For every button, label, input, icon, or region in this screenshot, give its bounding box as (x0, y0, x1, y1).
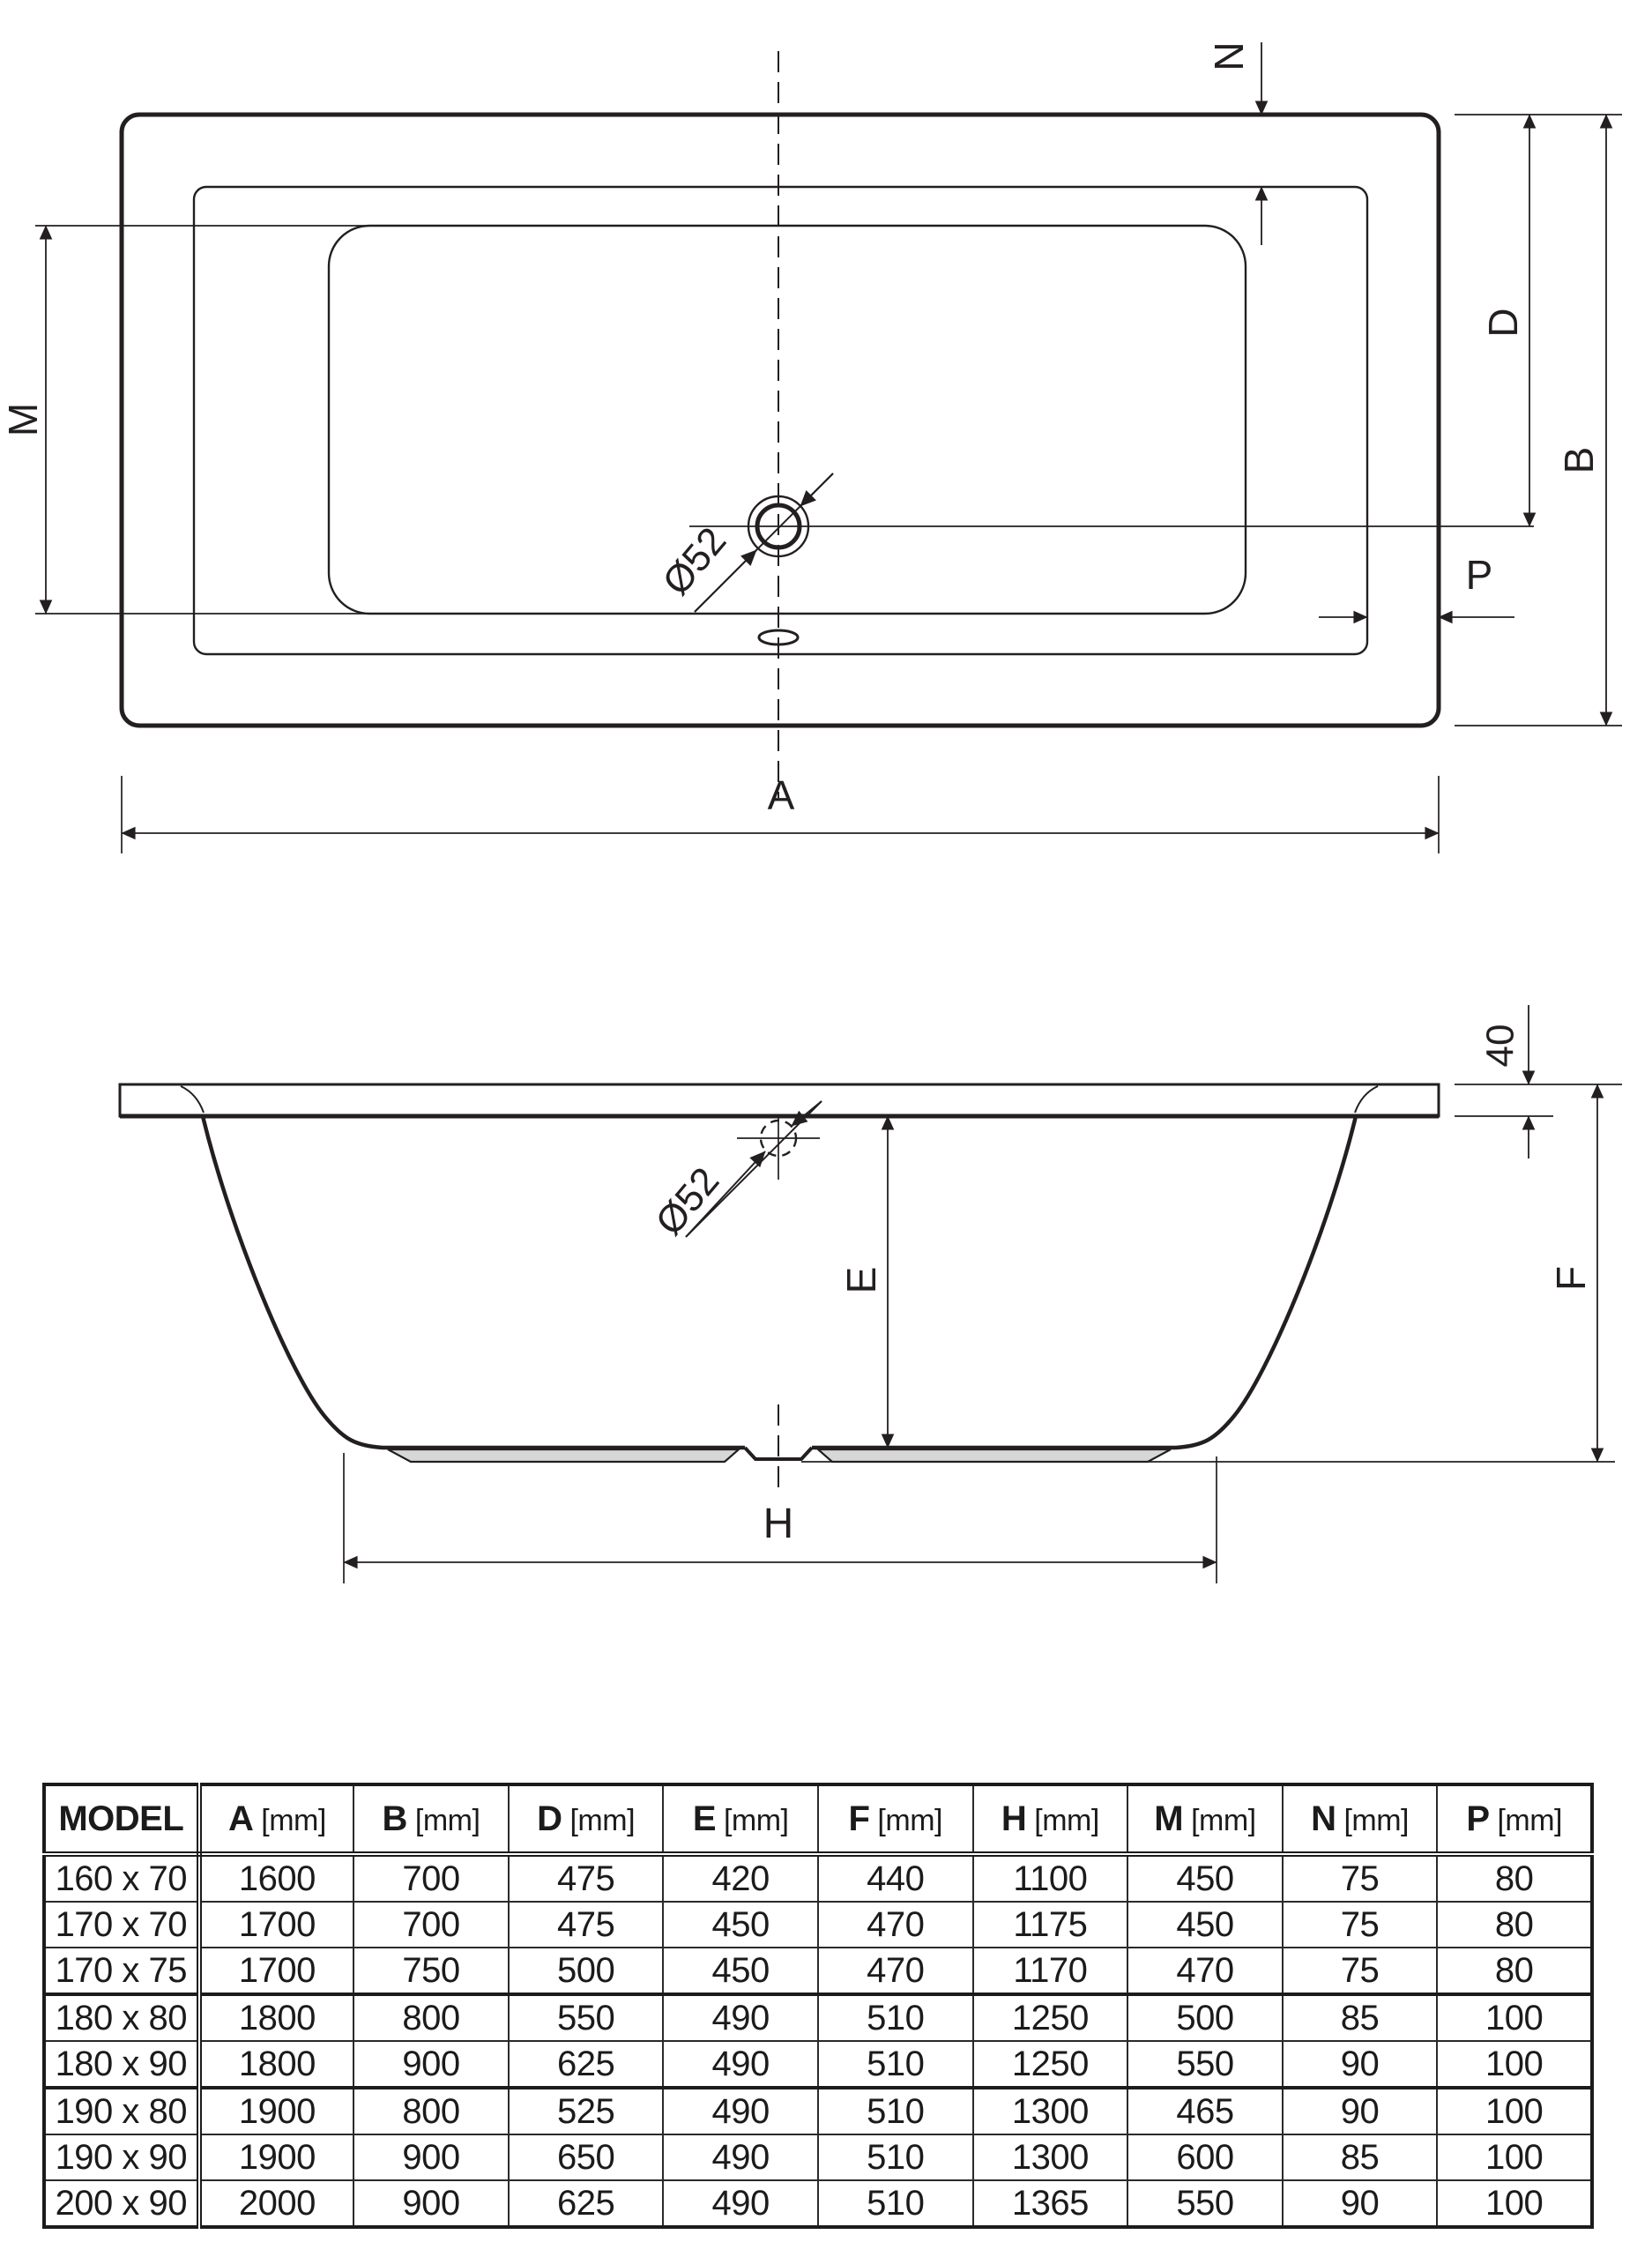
rim-inner-edge (194, 187, 1367, 654)
value-cell: 100 (1437, 2180, 1592, 2227)
value-cell: 475 (509, 1902, 664, 1948)
label-f: F (1548, 1265, 1595, 1292)
value-cell: 550 (1127, 2041, 1283, 2088)
value-cell: 75 (1283, 1854, 1438, 1902)
tub-outer-edge (122, 115, 1439, 726)
value-cell: 900 (353, 2180, 509, 2227)
model-cell: 190 x 80 (44, 2088, 199, 2134)
value-cell: 490 (663, 2134, 818, 2180)
value-cell: 100 (1437, 2134, 1592, 2180)
label-40: 40 (1478, 1024, 1522, 1068)
value-cell: 650 (509, 2134, 664, 2180)
rim-band (120, 1084, 1439, 1116)
model-cell: 180 x 90 (44, 2041, 199, 2088)
label-e: E (838, 1266, 885, 1294)
column-header-f: F [mm] (818, 1784, 973, 1854)
table-row (44, 1854, 1592, 1902)
table-row (44, 2180, 1592, 2227)
value-cell: 1175 (973, 1902, 1128, 1948)
value-cell: 490 (663, 1994, 818, 2041)
value-cell: 1700 (199, 1902, 354, 1948)
value-cell: 465 (1127, 2088, 1283, 2134)
side-view (120, 1005, 1622, 1583)
value-cell: 550 (509, 1994, 664, 2041)
value-cell: 85 (1283, 1994, 1438, 2041)
table-header-row (44, 1784, 1592, 1854)
value-cell: 900 (353, 2041, 509, 2088)
column-header-h: H [mm] (973, 1784, 1128, 1854)
value-cell: 900 (353, 2134, 509, 2180)
value-cell: 90 (1283, 2041, 1438, 2088)
value-cell: 85 (1283, 2134, 1438, 2180)
table-body (44, 1854, 1592, 2227)
tub-wall-left (203, 1116, 745, 1448)
value-cell: 450 (1127, 1854, 1283, 1902)
table-row (44, 1902, 1592, 1948)
value-cell: 1800 (199, 1994, 354, 2041)
value-cell: 510 (818, 2088, 973, 2134)
table-row (44, 2041, 1592, 2088)
value-cell: 1250 (973, 1994, 1128, 2041)
value-cell: 600 (1127, 2134, 1283, 2180)
model-cell: 170 x 75 (44, 1948, 199, 1994)
value-cell: 490 (663, 2180, 818, 2227)
rim-roll-right (1355, 1086, 1378, 1113)
model-cell: 190 x 90 (44, 2134, 199, 2180)
label-m: M (0, 402, 47, 437)
value-cell: 1900 (199, 2088, 354, 2134)
model-cell: 200 x 90 (44, 2180, 199, 2227)
label-p: P (1465, 552, 1493, 598)
value-cell: 450 (1127, 1902, 1283, 1948)
label-h: H (763, 1501, 794, 1547)
value-cell: 75 (1283, 1948, 1438, 1994)
drain-diameter-label-side: Ø52 (647, 1159, 728, 1244)
value-cell: 1100 (973, 1854, 1128, 1902)
value-cell: 450 (663, 1902, 818, 1948)
value-cell: 80 (1437, 1948, 1592, 1994)
value-cell: 490 (663, 2041, 818, 2088)
label-b: B (1556, 446, 1603, 474)
value-cell: 700 (353, 1902, 509, 1948)
value-cell: 420 (663, 1854, 818, 1902)
value-cell: 1800 (199, 2041, 354, 2088)
value-cell: 470 (1127, 1948, 1283, 1994)
value-cell: 510 (818, 2041, 973, 2088)
value-cell: 470 (818, 1902, 973, 1948)
value-cell: 750 (353, 1948, 509, 1994)
value-cell: 800 (353, 2088, 509, 2134)
value-cell: 90 (1283, 2180, 1438, 2227)
column-header-d: D [mm] (509, 1784, 664, 1854)
value-cell: 100 (1437, 2088, 1592, 2134)
value-cell: 700 (353, 1854, 509, 1902)
value-cell: 75 (1283, 1902, 1438, 1948)
column-header-n: N [mm] (1283, 1784, 1438, 1854)
model-cell: 160 x 70 (44, 1854, 199, 1902)
value-cell: 510 (818, 1994, 973, 2041)
value-cell: 1700 (199, 1948, 354, 1994)
value-cell: 510 (818, 2134, 973, 2180)
value-cell: 475 (509, 1854, 664, 1902)
value-cell: 525 (509, 2088, 664, 2134)
value-cell: 450 (663, 1948, 818, 1994)
value-cell: 440 (818, 1854, 973, 1902)
foot-pad-left (388, 1449, 739, 1462)
top-view (0, 41, 1622, 853)
rim-roll-left (181, 1086, 204, 1113)
column-header-p: P [mm] (1437, 1784, 1592, 1854)
drain-diameter-label: Ø52 (654, 519, 735, 604)
column-header-a: A [mm] (199, 1784, 354, 1854)
value-cell: 510 (818, 2180, 973, 2227)
foot-pad-right (818, 1449, 1171, 1462)
value-cell: 1600 (199, 1854, 354, 1902)
value-cell: 1365 (973, 2180, 1128, 2227)
value-cell: 2000 (199, 2180, 354, 2227)
label-d: D (1480, 308, 1527, 338)
value-cell: 625 (509, 2180, 664, 2227)
value-cell: 1300 (973, 2088, 1128, 2134)
label-n: N (1206, 41, 1253, 71)
value-cell: 80 (1437, 1854, 1592, 1902)
model-cell: 180 x 80 (44, 1994, 199, 2041)
value-cell: 1250 (973, 2041, 1128, 2088)
drain-diameter-line-side (686, 1101, 822, 1237)
column-header-model: MODEL (44, 1784, 199, 1854)
value-cell: 100 (1437, 2041, 1592, 2088)
value-cell: 500 (509, 1948, 664, 1994)
column-header-b: B [mm] (353, 1784, 509, 1854)
table-row (44, 1948, 1592, 1994)
table-row (44, 2088, 1592, 2134)
value-cell: 100 (1437, 1994, 1592, 2041)
value-cell: 625 (509, 2041, 664, 2088)
value-cell: 1170 (973, 1948, 1128, 1994)
table-row (44, 2134, 1592, 2180)
column-header-m: M [mm] (1127, 1784, 1283, 1854)
value-cell: 90 (1283, 2088, 1438, 2134)
tub-wall-right (812, 1116, 1356, 1448)
dimension-table (42, 1783, 1594, 2229)
value-cell: 1900 (199, 2134, 354, 2180)
value-cell: 800 (353, 1994, 509, 2041)
value-cell: 490 (663, 2088, 818, 2134)
value-cell: 500 (1127, 1994, 1283, 2041)
value-cell: 470 (818, 1948, 973, 1994)
label-a: A (767, 772, 795, 818)
table-row (44, 1994, 1592, 2041)
value-cell: 1300 (973, 2134, 1128, 2180)
value-cell: 80 (1437, 1902, 1592, 1948)
column-header-e: E [mm] (663, 1784, 818, 1854)
value-cell: 550 (1127, 2180, 1283, 2227)
model-cell: 170 x 70 (44, 1902, 199, 1948)
